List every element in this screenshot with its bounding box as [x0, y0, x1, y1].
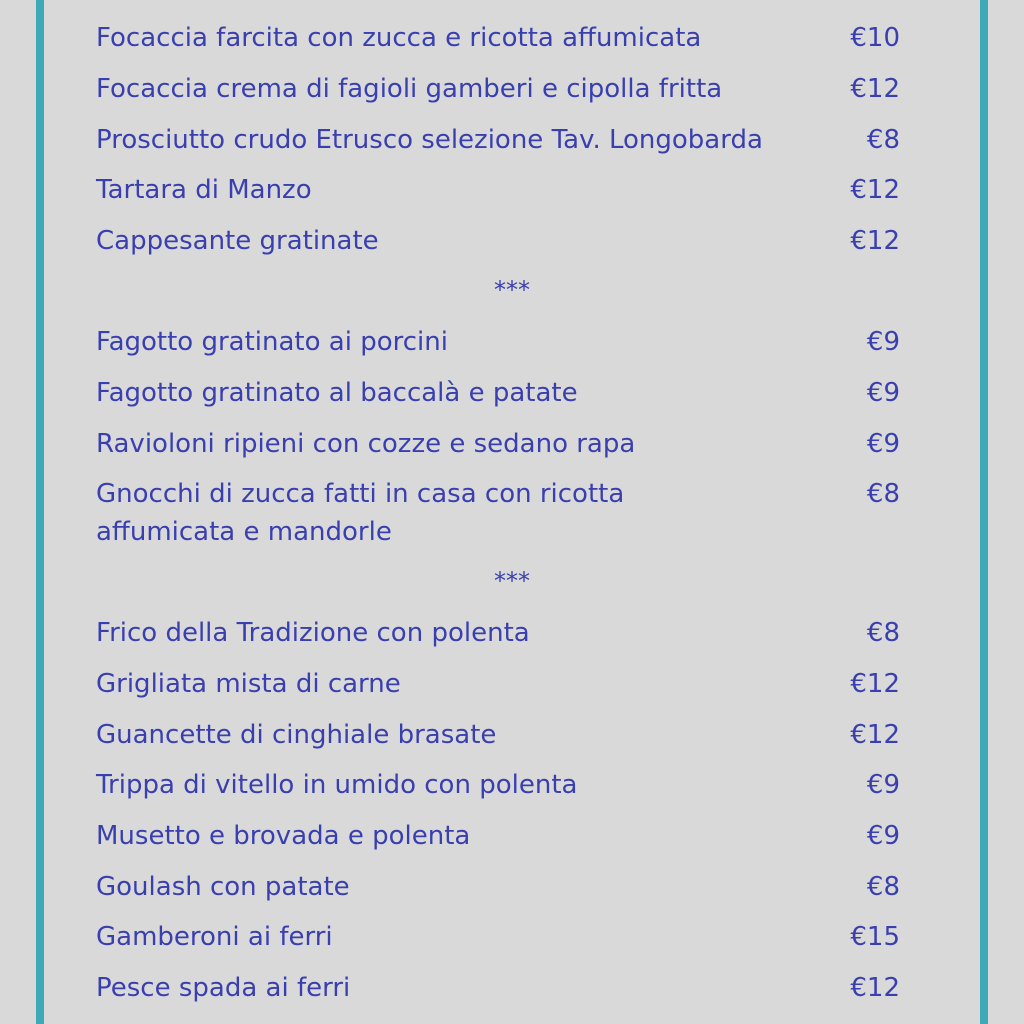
item-name: Focaccia farcita con zucca e ricotta affumicata — [96, 23, 702, 53]
right-border — [980, 0, 988, 1024]
item-price: €8 — [866, 618, 900, 648]
item-name: Fagotto gratinato ai porcini — [96, 327, 448, 357]
item-name: Tartara di Manzo — [96, 175, 312, 205]
item-name: Gnocchi di zucca fatti in casa con ricotta affumicata e mandorle — [96, 479, 625, 547]
item-price: €15 — [850, 922, 900, 952]
item-name: Frico della Tradizione con polenta — [96, 618, 530, 648]
item-name: Goulash con patate — [96, 872, 350, 902]
item-name: Ravioloni ripieni con cozze e sedano rapa — [96, 429, 636, 459]
left-border — [36, 0, 44, 1024]
item-price: €12 — [850, 74, 900, 104]
item-name: Trippa di vitello in umido con polenta — [96, 770, 578, 800]
item-price: €9 — [866, 327, 900, 357]
item-name: Prosciutto crudo Etrusco selezione Tav. Longobarda — [96, 125, 763, 155]
item-price: €12 — [850, 973, 900, 1003]
item-name: Pesce spada ai ferri — [96, 973, 351, 1003]
item-name: Focaccia crema di fagioli gamberi e cipolla fritta — [96, 74, 723, 104]
item-price: €8 — [866, 872, 900, 902]
item-name: Cappesante gratinate — [96, 226, 379, 256]
item-price: €9 — [866, 770, 900, 800]
item-price: €10 — [850, 23, 900, 53]
item-name: Musetto e brovada e polenta — [96, 821, 471, 851]
item-name: Guancette di cinghiale brasate — [96, 720, 497, 750]
item-price: €8 — [866, 479, 900, 509]
item-price: €12 — [850, 669, 900, 699]
item-price: €12 — [850, 175, 900, 205]
item-name: Fagotto gratinato al baccalà e patate — [96, 378, 578, 408]
item-name: Grigliata mista di carne — [96, 669, 401, 699]
item-name: Gamberoni ai ferri — [96, 922, 333, 952]
item-price: €9 — [866, 821, 900, 851]
item-price: €8 — [866, 125, 900, 155]
item-price: €12 — [850, 720, 900, 750]
item-price: €9 — [866, 429, 900, 459]
item-price: €12 — [850, 226, 900, 256]
item-price: €9 — [866, 378, 900, 408]
section-separator: *** — [494, 276, 530, 304]
section-separator: *** — [494, 567, 530, 595]
